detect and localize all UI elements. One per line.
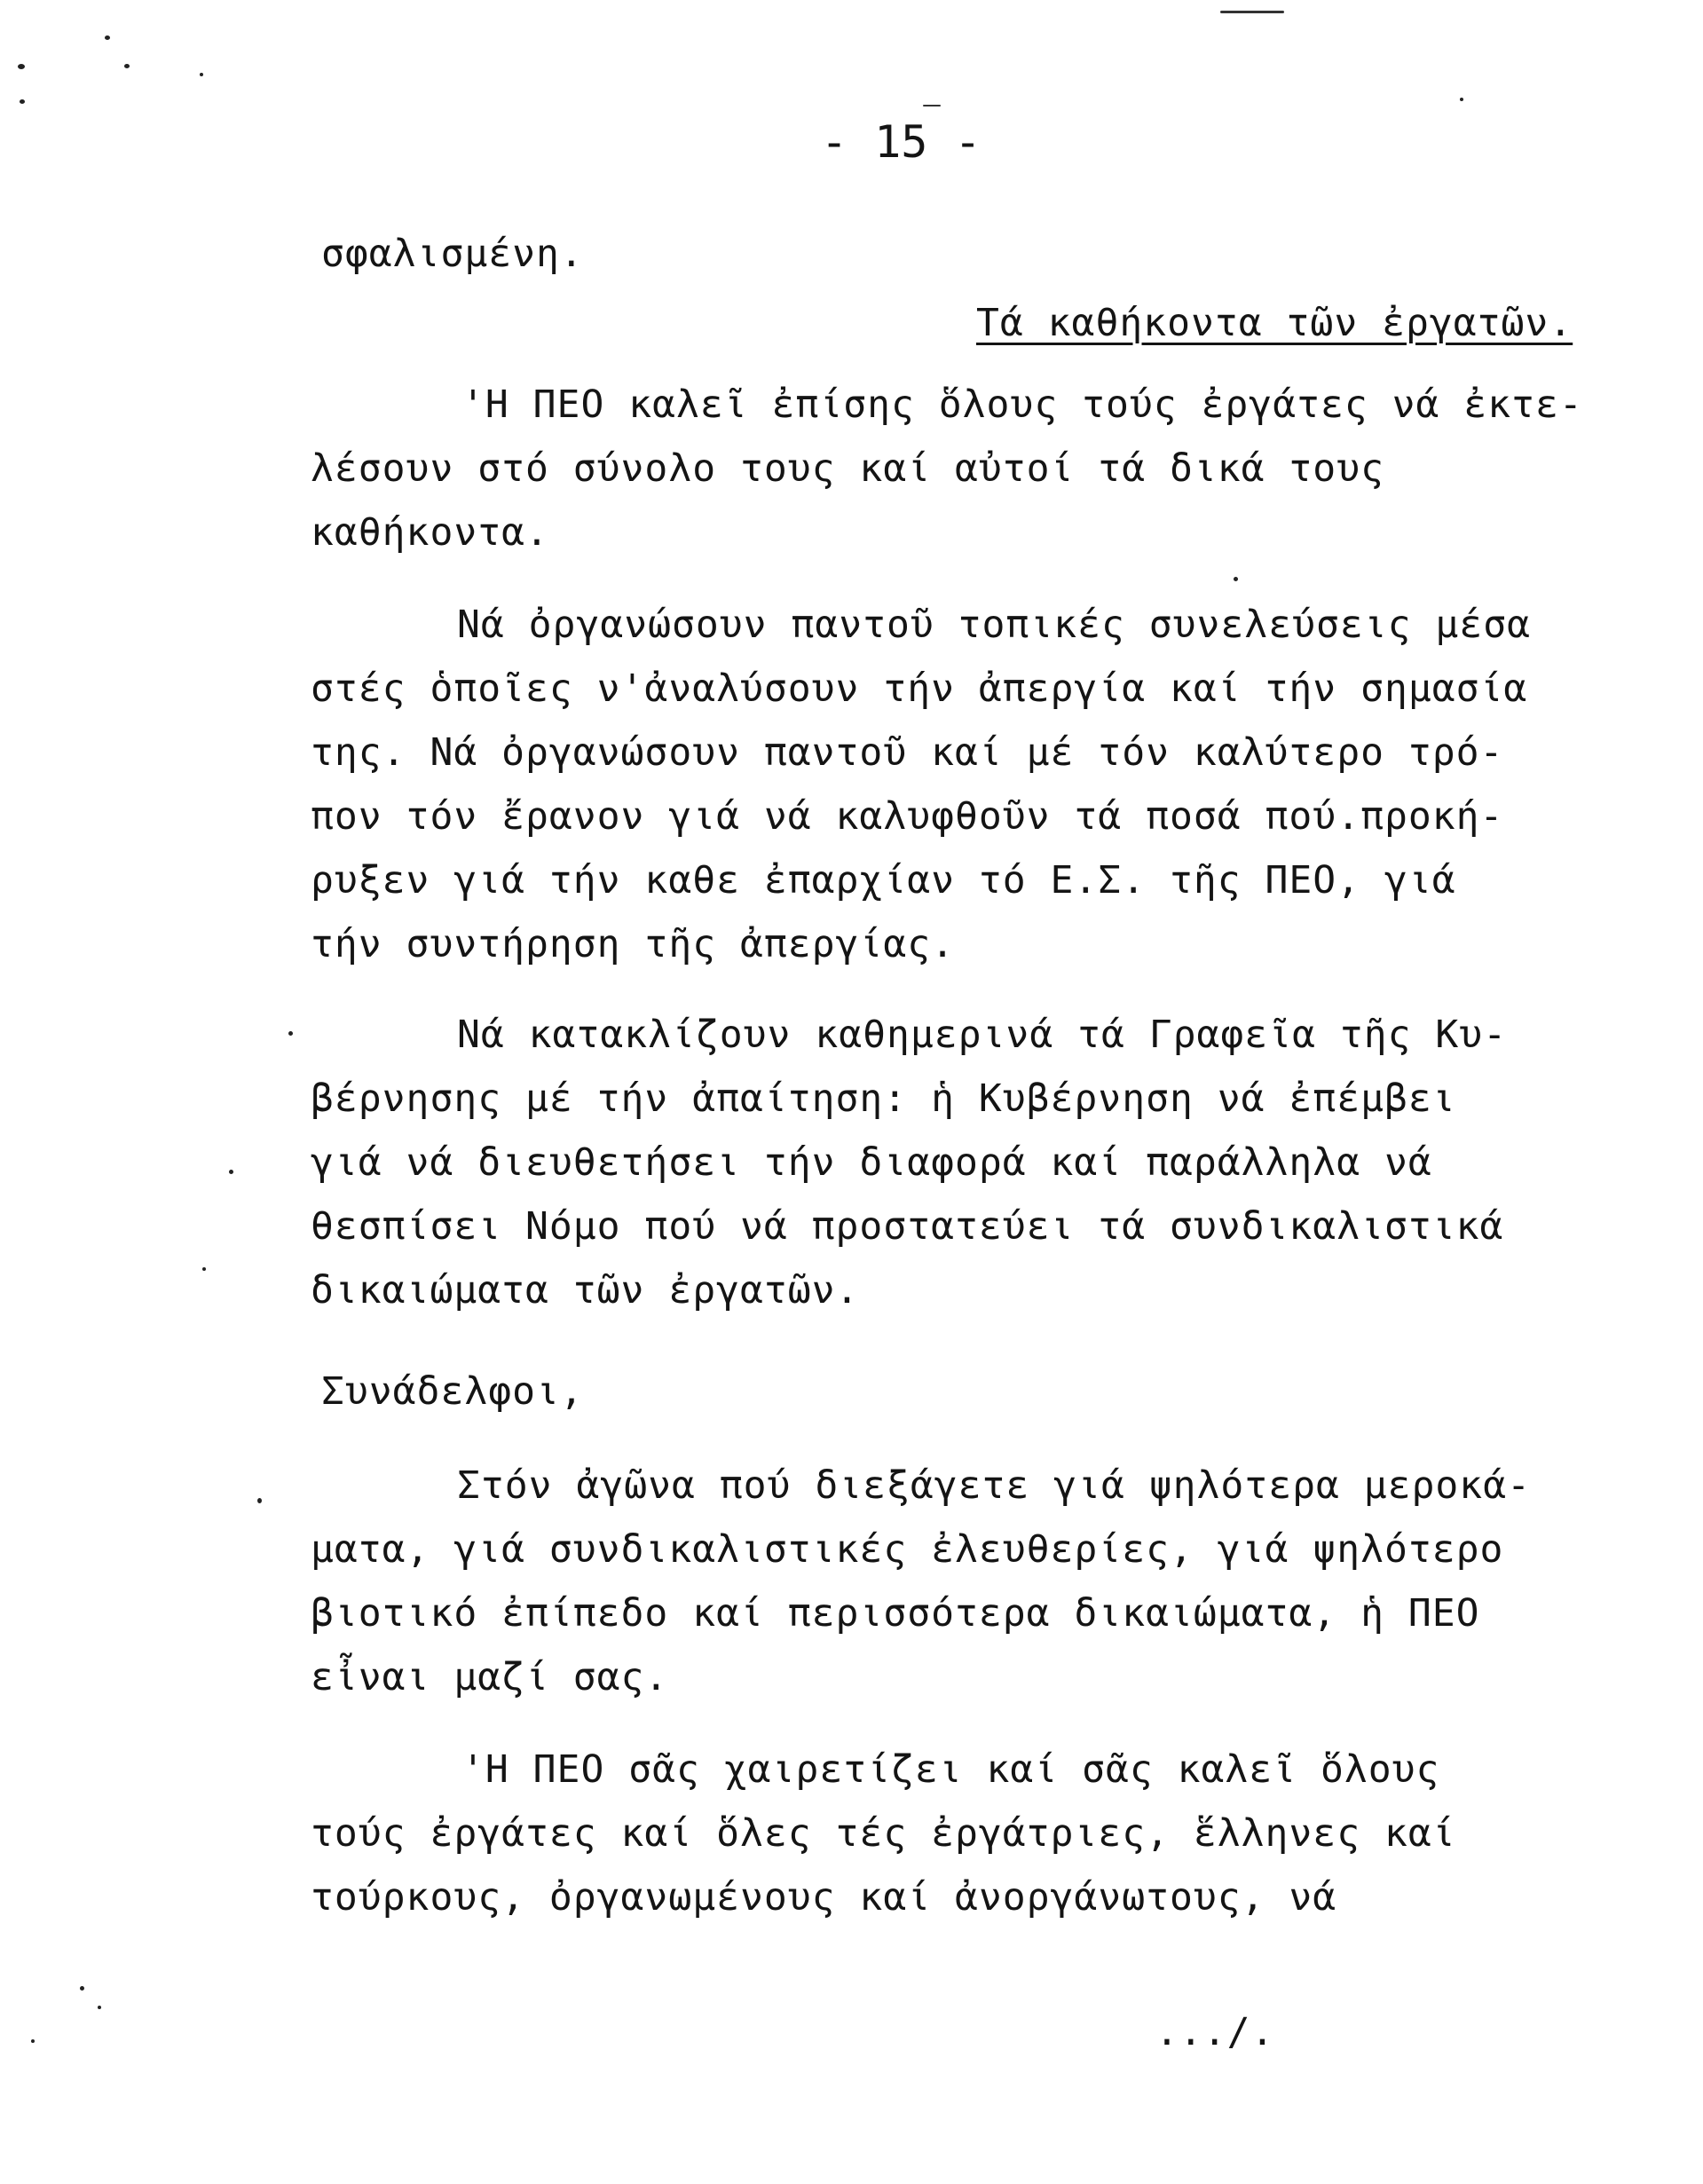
text-line: Στόν ἀγῶνα πού διεξάγετε γιά ψηλότερα μεροκά-: [457, 1463, 1531, 1508]
text-line: λέσουν στό σύνολο τους καί αὐτοί τά δικά τους: [311, 446, 1384, 491]
scan-speck: [105, 35, 110, 40]
scan-speck: [80, 1986, 84, 1991]
text-line: βέρνησης μέ τήν ἀπαίτηση: ἡ Κυβέρνηση νά ἐπέμβει: [311, 1076, 1456, 1121]
text-line: σφαλισμένη.: [321, 232, 584, 276]
continuation-mark: .../.: [1155, 2010, 1275, 2054]
scan-speck: [257, 1498, 262, 1503]
scan-speck: [288, 1031, 293, 1036]
scan-speck: [202, 1267, 206, 1271]
text-line: Νά κατακλίζουν καθημερινά τά Γραφεῖα τῆς Κυ-: [457, 1013, 1508, 1057]
scan-speck: [18, 64, 25, 69]
scan-speck: [1234, 577, 1238, 581]
text-line: πον τόν ἔρανον γιά νά καλυφθοῦν τά ποσά πού.προκή-: [311, 794, 1504, 839]
text-line: τούς ἐργάτες καί ὅλες τές ἐργάτριες, ἕλληνες καί: [311, 1811, 1456, 1856]
scan-stroke: [923, 105, 941, 106]
text-line: Νά ὀργανώσουν παντοῦ τοπικές συνελεύσεις μέσα: [457, 603, 1531, 647]
text-line: στές ὁποῖες ν'ἀναλύσουν τήν ἀπεργία καί τήν σημασία: [311, 666, 1528, 711]
text-line: της. Νά ὀργανώσουν παντοῦ καί μέ τόν καλύτερο τρό-: [311, 730, 1504, 775]
text-line: εἶναι μαζί σας.: [311, 1655, 669, 1699]
scan-speck: [31, 2039, 35, 2043]
text-line: βιοτικό ἐπίπεδο καί περισσότερα δικαιώματα, ἡ ΠΕΟ: [311, 1591, 1480, 1636]
text-line: δικαιώματα τῶν ἐργατῶν.: [311, 1268, 860, 1313]
scan-stroke: [1220, 11, 1284, 13]
scan-speck: [20, 99, 25, 104]
text-line: γιά νά διευθετήσει τήν διαφορά καί παράλληλα νά: [311, 1140, 1432, 1185]
text-line: 'Η ΠΕΟ καλεῖ ἐπίσης ὅλους τούς ἐργάτες νά ἐκτε-: [461, 382, 1583, 427]
scan-speck: [229, 1170, 233, 1174]
text-line: θεσπίσει Νόμο πού νά προστατεύει τά συνδικαλιστικά: [311, 1204, 1504, 1249]
page-number: - 15 -: [821, 116, 982, 168]
text-line: τούρκους, ὀργανωμένους καί ἀνοργάνωτους, νά: [311, 1875, 1337, 1920]
text-line: 'Η ΠΕΟ σᾶς χαιρετίζει καί σᾶς καλεῖ ὅλους: [461, 1747, 1440, 1792]
text-line: καθήκοντα.: [311, 510, 549, 555]
text-line: τήν συντήρηση τῆς ἀπεργίας.: [311, 922, 955, 966]
section-heading: Τά καθήκοντα τῶν ἐργατῶν.: [976, 301, 1573, 345]
scan-speck: [200, 73, 203, 76]
text-line: ματα, γιά συνδικαλιστικές ἐλευθερίες, γιά ψηλότερο: [311, 1527, 1504, 1572]
text-line: ρυξεν γιά τήν καθε ἐπαρχίαν τό Ε.Σ. τῆς ΠΕΟ, γιά: [311, 858, 1456, 903]
scan-speck: [98, 2006, 101, 2009]
scan-speck: [1460, 98, 1463, 101]
scan-speck: [124, 64, 130, 68]
salutation: Συνάδελφοι,: [321, 1369, 584, 1414]
